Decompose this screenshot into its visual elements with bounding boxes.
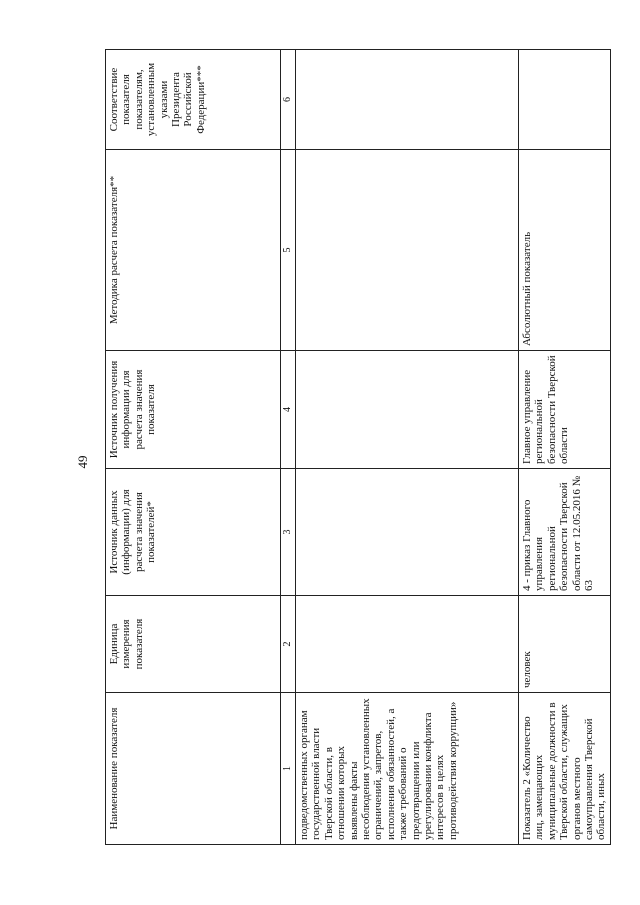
info-source-cell (296, 351, 519, 469)
table-row (296, 50, 519, 845)
unit-cell: человек (519, 596, 611, 693)
header-name: Наименование показателя (106, 693, 281, 845)
compliance-cell (296, 50, 519, 150)
rotated-page-content (105, 50, 608, 845)
method-cell: Абсолютный показатель (519, 150, 611, 351)
header-method: Методика расчета показателя** (106, 150, 281, 351)
column-number: 3 (281, 469, 296, 596)
method-cell (296, 150, 519, 351)
column-number-row (281, 50, 296, 845)
table-row (519, 50, 611, 845)
column-number: 6 (281, 50, 296, 150)
column-number: 5 (281, 150, 296, 351)
header-row (106, 50, 281, 845)
column-number: 2 (281, 596, 296, 693)
header-compliance: Соответствие показателя показателям, установленным указами Президента Российской Федерации*** (106, 50, 281, 150)
compliance-cell (519, 50, 611, 150)
data-source-cell: 4 - приказ Главного управления региональной безопасности Тверской области от 12.05.2016 № 63 (519, 469, 611, 596)
unit-cell (296, 596, 519, 693)
indicators-table (105, 49, 611, 845)
indicator-name-cell: подведомственных органам государственной власти Тверской области, в отношении которых выявлены факты несоблюдения установленных ограничений, запретов, исполнения обязанностей, а также требований о предотвращении или урегулировании конфликта интересов в целях противодействия коррупции» (296, 693, 519, 845)
header-info-source: Источник получения информации для расчета значения показателя (106, 351, 281, 469)
header-data-source: Источник данных (информации) для расчета значения показателей* (106, 469, 281, 596)
page-number: 49 (75, 455, 90, 469)
column-number: 1 (281, 693, 296, 845)
indicator-name-cell: Показатель 2 «Количество лиц, замещающих муниципальные должности в Тверской области, служащих органов местного самоуправления Тверской области, иных (519, 693, 611, 845)
column-number: 4 (281, 351, 296, 469)
header-unit: Единица измерения показателя (106, 596, 281, 693)
info-source-cell: Главное управление региональной безопасности Тверской области (519, 351, 611, 469)
data-source-cell (296, 469, 519, 596)
